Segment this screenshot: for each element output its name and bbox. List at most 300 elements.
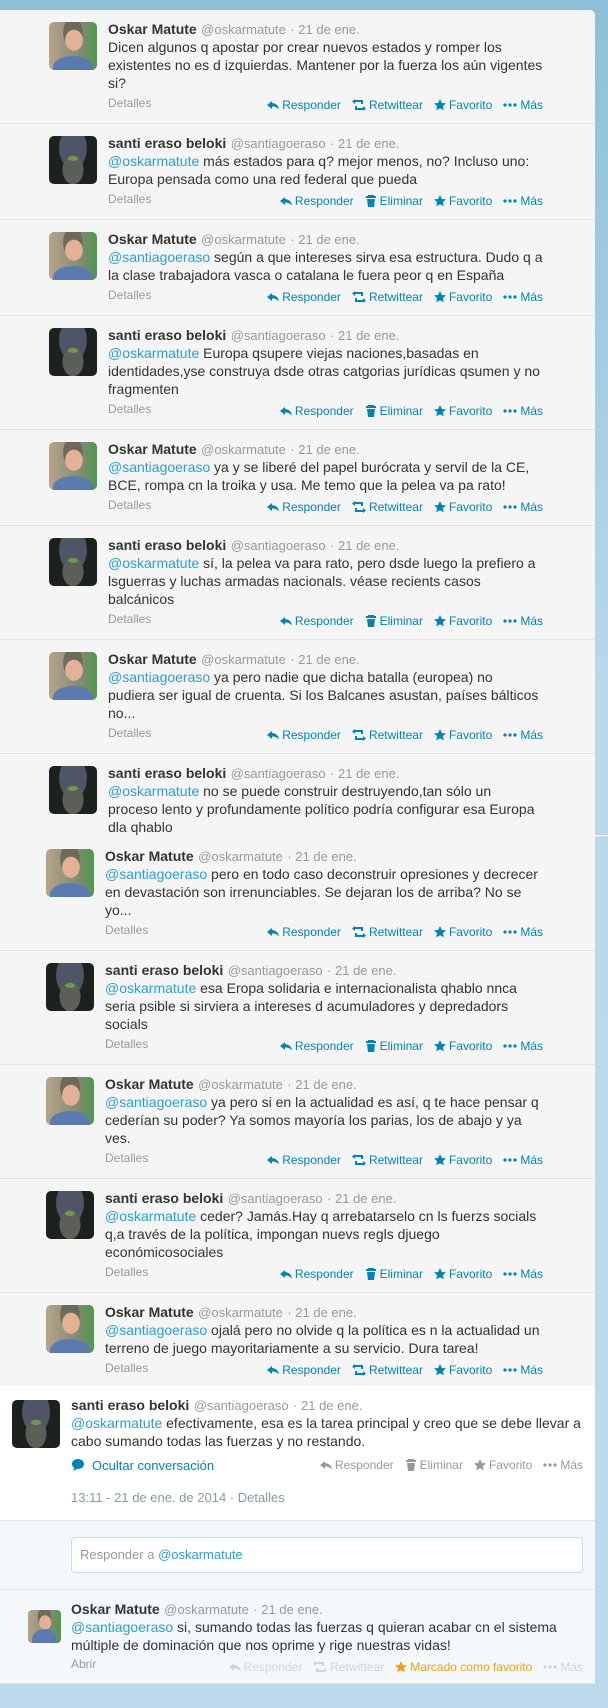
tweet-text: [108, 458, 543, 494]
more-button[interactable]: [543, 1660, 583, 1674]
reply-button[interactable]: [280, 614, 354, 628]
author-name[interactable]: santi eraso beloki: [108, 765, 227, 781]
star-icon: [434, 195, 446, 207]
details-link[interactable]: Detalles: [105, 1150, 149, 1165]
favorite-button[interactable]: [434, 1267, 492, 1281]
author-handle[interactable]: @santiagoeraso: [227, 963, 323, 978]
favorite-button[interactable]: [434, 98, 492, 112]
tweet-text: [105, 1321, 543, 1357]
mention-link[interactable]: @oskarmatute: [108, 783, 200, 799]
author-name[interactable]: Oskar Matute: [108, 21, 197, 37]
author-handle[interactable]: @oskarmatute: [201, 652, 286, 667]
tweet-text: [71, 1414, 583, 1450]
reply-label: Responder: [282, 925, 341, 939]
reply-button[interactable]: [267, 925, 341, 939]
more-label: Más: [560, 1660, 583, 1674]
trash-icon: [405, 1459, 417, 1471]
trash-icon: [365, 1268, 377, 1280]
author-name[interactable]: Oskar Matute: [105, 1304, 194, 1320]
more-label: Más: [520, 290, 543, 304]
tweet-text: [108, 554, 543, 608]
mention-link[interactable]: @oskarmatute: [105, 1208, 197, 1224]
more-dots-icon: [503, 926, 517, 938]
favorite-label: Favorito: [448, 1153, 493, 1167]
author-name[interactable]: Oskar Matute: [108, 651, 197, 667]
details-link[interactable]: Detalles: [105, 1360, 149, 1375]
star-icon: [434, 291, 446, 303]
reply-label: Responder: [282, 728, 341, 742]
author-name[interactable]: santi eraso beloki: [108, 537, 227, 553]
avatar[interactable]: [49, 442, 97, 490]
tweet-body: ceder? Jamás.Hay q arrebatarselo cn ls fuerzs socials q,a través de la política, impongan nuevs regls djuego económicosociales: [105, 1208, 537, 1260]
author-handle[interactable]: @santiagoeraso: [193, 1398, 289, 1413]
mention-link[interactable]: @oskarmatute: [108, 153, 200, 169]
reply-label: Responder: [282, 1363, 341, 1377]
reply-icon: [280, 195, 292, 207]
retweet-label: Retwittear: [368, 98, 423, 112]
favorite-button[interactable]: [434, 290, 492, 304]
more-label: Más: [520, 194, 543, 208]
favorite-button[interactable]: [434, 1153, 492, 1167]
more-button[interactable]: [503, 1363, 543, 1377]
retweet-button[interactable]: [352, 925, 423, 939]
reply-icon: [267, 99, 279, 111]
reply-button[interactable]: [267, 728, 341, 742]
details-link[interactable]: Detalles: [105, 1036, 149, 1051]
tweet-body: pero en todo caso deconstruir opresiones y decrecer en devastación son irrenunciables. Se dejaran los de arriba? No se yo...: [105, 866, 538, 918]
delete-label: Eliminar: [379, 1039, 423, 1053]
author-name[interactable]: Oskar Matute: [108, 441, 197, 457]
star-icon: [434, 405, 446, 417]
favorite-button[interactable]: [434, 500, 492, 514]
favorite-label: Favorito: [448, 925, 493, 939]
details-link[interactable]: Detalles: [108, 497, 152, 512]
hide-conversation-label: Ocultar conversación: [92, 1457, 215, 1473]
avatar[interactable]: [46, 1191, 94, 1239]
star-icon: [434, 1364, 446, 1376]
more-dots-icon: [503, 99, 517, 111]
more-dots-icon: [503, 615, 517, 627]
tweet-date[interactable]: · 21 de ene.: [287, 1305, 357, 1320]
favorite-button[interactable]: [434, 728, 492, 742]
more-button[interactable]: [503, 925, 543, 939]
reply-button[interactable]: [267, 500, 341, 514]
reply-icon: [267, 926, 279, 938]
more-dots-icon: [503, 729, 517, 741]
details-link[interactable]: Detalles: [108, 95, 152, 110]
tweet-date[interactable]: · 21 de ene.: [330, 538, 400, 553]
retweet-button[interactable]: [352, 98, 423, 112]
reply-mention: @oskarmatute: [158, 1547, 243, 1562]
open-link[interactable]: Abrir: [71, 1657, 97, 1671]
author-name[interactable]: santi eraso beloki: [108, 135, 227, 151]
star-icon: [395, 1661, 407, 1673]
tweet-body: más estados para q? mejor menos, no? Incluso uno: Europa pensada como una red federal que pueda: [108, 153, 530, 187]
delete-button[interactable]: [365, 1039, 423, 1053]
tweet-date[interactable]: · 21 de ene.: [253, 1602, 323, 1617]
reply-button[interactable]: [267, 1363, 341, 1377]
more-dots-icon: [503, 1268, 517, 1280]
delete-button[interactable]: [365, 404, 423, 418]
tweet: [0, 220, 595, 316]
tweet: [0, 1179, 595, 1293]
more-label: Más: [520, 1039, 543, 1053]
avatar[interactable]: [46, 963, 94, 1011]
more-button[interactable]: [503, 194, 543, 208]
author-name[interactable]: Oskar Matute: [108, 231, 197, 247]
tweet-body: ojalá pero no olvide q la política es n la actualidad un terreno de juego mayoritariamente a su servicio. Dura tarea!: [105, 1322, 540, 1356]
author-handle[interactable]: @santiagoeraso: [230, 328, 326, 343]
favorite-label: Favorito: [488, 1458, 533, 1472]
more-button[interactable]: [503, 404, 543, 418]
mention-link[interactable]: @oskarmatute: [105, 980, 197, 996]
star-icon: [434, 501, 446, 513]
reply-button[interactable]: [280, 194, 354, 208]
favorite-button[interactable]: [434, 1363, 492, 1377]
reply-icon: [229, 1661, 241, 1673]
tweet-text: [105, 1207, 543, 1261]
retweet-button[interactable]: [313, 1660, 384, 1674]
star-icon: [434, 729, 446, 741]
favorite-label: Favorito: [448, 500, 493, 514]
more-label: Más: [520, 1153, 543, 1167]
reply-button[interactable]: [267, 98, 341, 112]
delete-label: Eliminar: [379, 614, 423, 628]
avatar[interactable]: [49, 232, 97, 280]
details-link[interactable]: Detalles: [237, 1490, 285, 1505]
retweet-button[interactable]: [352, 500, 423, 514]
more-label: Más: [520, 728, 543, 742]
mention-link[interactable]: @oskarmatute: [108, 345, 200, 361]
more-button[interactable]: [503, 1153, 543, 1167]
author-handle[interactable]: @oskarmatute: [198, 1077, 283, 1092]
author-name[interactable]: santi eraso beloki: [108, 327, 227, 343]
more-button[interactable]: [503, 728, 543, 742]
tweet: [0, 526, 595, 640]
reply-label: Responder: [243, 1660, 303, 1674]
tweet-date[interactable]: · 21 de ene.: [290, 22, 360, 37]
reply-button[interactable]: [280, 1267, 354, 1281]
reply-label: Responder: [294, 404, 354, 418]
retweet-icon: [313, 1661, 327, 1673]
avatar[interactable]: [49, 766, 97, 814]
more-button[interactable]: [503, 98, 543, 112]
more-dots-icon: [503, 291, 517, 303]
author-name[interactable]: santi eraso beloki: [71, 1397, 190, 1413]
star-icon: [434, 926, 446, 938]
favorite-label: Favorito: [448, 290, 493, 304]
speech-bubble-icon: [71, 1458, 85, 1472]
tweet: [0, 1590, 595, 1684]
avatar[interactable]: [46, 849, 94, 897]
retweet-label: Retwittear: [368, 1363, 423, 1377]
more-button[interactable]: [503, 614, 543, 628]
mention-link[interactable]: @santiagoeraso: [108, 669, 211, 685]
tweet-date[interactable]: · 21 de ene.: [287, 1077, 357, 1092]
tweet: [0, 124, 595, 220]
tweet-text: [108, 38, 543, 92]
tweet: [0, 1065, 595, 1179]
more-button[interactable]: [503, 1039, 543, 1053]
more-label: Más: [520, 925, 543, 939]
more-label: Más: [520, 404, 543, 418]
tweet-text: [71, 1618, 583, 1654]
more-label: Más: [520, 614, 543, 628]
star-icon: [434, 1040, 446, 1052]
avatar[interactable]: [49, 22, 97, 70]
mention-link[interactable]: @santiagoeraso: [108, 459, 211, 475]
tweet-text: [108, 152, 543, 188]
tweet-date[interactable]: · 21 de ene.: [293, 1398, 363, 1413]
tweet-body: no se puede construir destruyendo,tan sólo un proceso lento y profundamente político podría configurar esa Europa dla qhablo: [108, 783, 535, 835]
star-icon: [434, 615, 446, 627]
favorite-label: Favorito: [448, 1363, 493, 1377]
more-button[interactable]: [503, 1267, 543, 1281]
star-icon: [434, 1154, 446, 1166]
tweet-date[interactable]: · 21 de ene.: [327, 963, 397, 978]
retweet-button[interactable]: [352, 1363, 423, 1377]
avatar[interactable]: [49, 538, 97, 586]
author-handle[interactable]: @santiagoeraso: [230, 538, 326, 553]
reply-button[interactable]: [320, 1458, 394, 1472]
tweet: [0, 316, 595, 430]
retweet-label: Retwittear: [368, 1153, 423, 1167]
author-name[interactable]: Oskar Matute: [71, 1601, 160, 1617]
delete-button[interactable]: [365, 1267, 423, 1281]
tweet-body: efectivamente, esa es la tarea principal y creo que se debe llevar a cabo sumando todas las fuerzas y no restando.: [71, 1415, 581, 1449]
tweet: [0, 837, 595, 951]
retweet-button[interactable]: [352, 290, 423, 304]
more-button[interactable]: [503, 290, 543, 304]
reply-icon: [280, 1268, 292, 1280]
favorite-button[interactable]: [434, 1039, 492, 1053]
author-handle[interactable]: @oskarmatute: [201, 22, 286, 37]
favorite-button[interactable]: [434, 194, 492, 208]
mention-link[interactable]: @santiagoeraso: [108, 249, 211, 265]
tweet-date[interactable]: · 21 de ene.: [327, 1191, 397, 1206]
reply-icon: [280, 405, 292, 417]
reply-placeholder: Responder a: [80, 1547, 159, 1562]
author-name[interactable]: Oskar Matute: [105, 848, 194, 864]
retweet-label: Retwittear: [368, 500, 423, 514]
details-link[interactable]: Detalles: [108, 191, 152, 206]
more-dots-icon: [503, 1364, 517, 1376]
reply-area: [0, 1521, 595, 1590]
delete-label: Eliminar: [419, 1458, 463, 1472]
avatar[interactable]: [49, 328, 97, 376]
retweet-label: Retwittear: [368, 728, 423, 742]
retweet-icon: [352, 1154, 366, 1166]
author-handle[interactable]: @santiagoeraso: [227, 1191, 323, 1206]
mention-link[interactable]: @oskarmatute: [108, 555, 200, 571]
star-icon: [434, 1268, 446, 1280]
tweet-date[interactable]: · 21 de ene.: [330, 766, 400, 781]
more-dots-icon: [543, 1661, 557, 1673]
more-dots-icon: [503, 501, 517, 513]
more-button[interactable]: [543, 1458, 583, 1472]
retweet-icon: [352, 926, 366, 938]
favorite-button[interactable]: [434, 404, 492, 418]
author-handle[interactable]: @oskarmatute: [201, 442, 286, 457]
tweet-body: si, sumando todas las fuerzas q quieran acabar cn el sistema múltiple de dominación que nos oprime y rige nuestras vidas!: [71, 1619, 557, 1653]
author-handle[interactable]: @oskarmatute: [201, 232, 286, 247]
tweet-body: ya y se liberé del papel burócrata y servil de la CE, BCE, rompa cn la troika y usa. Me temo que la pelea va pa rato!: [108, 459, 530, 493]
reply-button[interactable]: [267, 290, 341, 304]
reply-icon: [267, 1154, 279, 1166]
tweet: [0, 430, 595, 526]
reply-icon: [320, 1459, 332, 1471]
author-name[interactable]: Oskar Matute: [105, 1076, 194, 1092]
author-handle[interactable]: @oskarmatute: [164, 1602, 249, 1617]
author-handle[interactable]: @oskarmatute: [198, 1305, 283, 1320]
reply-label: Responder: [294, 194, 354, 208]
delete-label: Eliminar: [379, 194, 423, 208]
more-label: Más: [520, 1267, 543, 1281]
reply-button[interactable]: [267, 1153, 341, 1167]
star-icon: [474, 1459, 486, 1471]
reply-label: Responder: [334, 1458, 394, 1472]
reply-label: Responder: [282, 1153, 341, 1167]
reply-label: Responder: [282, 290, 341, 304]
tweet-date[interactable]: · 21 de ene.: [290, 232, 360, 247]
reply-icon: [267, 291, 279, 303]
tweet-body: esa Eropa solidaria e internacionalista qhablo nnca seria psible si sirviera a intereses d acumuladores y depredadors socials: [105, 980, 517, 1032]
favorite-label: Favorito: [448, 728, 493, 742]
separator-dot: ·: [226, 1490, 238, 1505]
favorite-label: Favorito: [448, 614, 493, 628]
more-button[interactable]: [503, 500, 543, 514]
more-dots-icon: [503, 1154, 517, 1166]
details-link[interactable]: Detalles: [105, 922, 149, 937]
tweet-body: Dicen algunos q apostar por crear nuevos estados y romper los existentes no es d izquierdas. Mantener por la fuerza los aún vigentes si?: [108, 39, 543, 91]
trash-icon: [365, 615, 377, 627]
trash-icon: [365, 405, 377, 417]
details-link[interactable]: Detalles: [105, 1264, 149, 1279]
tweet-date[interactable]: · 21 de ene.: [287, 849, 357, 864]
tweet-body: según a que intereses sirva esa estructura. Dudo q a la clase trabajadora vasca o catalana le fuera peor q en España: [108, 249, 543, 283]
details-link[interactable]: Detalles: [108, 725, 152, 740]
reply-label: Responder: [294, 614, 354, 628]
tweet-text: [108, 668, 543, 722]
mention-link[interactable]: @oskarmatute: [71, 1415, 163, 1431]
more-dots-icon: [503, 1040, 517, 1052]
more-dots-icon: [543, 1459, 557, 1471]
tweet-text: [108, 248, 543, 284]
tweet-text: [105, 865, 543, 919]
delete-label: Eliminar: [379, 1267, 423, 1281]
favorite-button[interactable]: [474, 1458, 532, 1472]
tweet-date[interactable]: · 21 de ene.: [290, 652, 360, 667]
avatar[interactable]: [46, 1077, 94, 1125]
mention-link[interactable]: @santiagoeraso: [105, 1094, 208, 1110]
reply-label: Responder: [282, 98, 341, 112]
favorite-button[interactable]: [434, 614, 492, 628]
favorite-label: Favorito: [448, 404, 493, 418]
favorited-button[interactable]: [395, 1660, 532, 1674]
tweet: [0, 1293, 595, 1389]
reply-button[interactable]: [280, 404, 354, 418]
timestamp[interactable]: 13:11 - 21 de ene. de 2014: [71, 1490, 227, 1505]
tweet-date[interactable]: · 21 de ene.: [290, 442, 360, 457]
delete-button[interactable]: [405, 1458, 463, 1472]
reply-icon: [280, 615, 292, 627]
retweet-button[interactable]: [352, 728, 423, 742]
author-handle[interactable]: @santiagoeraso: [230, 766, 326, 781]
more-label: Más: [520, 1363, 543, 1377]
avatar[interactable]: [49, 652, 97, 700]
delete-button[interactable]: [365, 614, 423, 628]
author-name[interactable]: santi eraso beloki: [105, 962, 224, 978]
author-name[interactable]: santi eraso beloki: [105, 1190, 224, 1206]
delete-label: Eliminar: [379, 404, 423, 418]
favorite-label: Favorito: [448, 1267, 493, 1281]
author-handle[interactable]: @oskarmatute: [198, 849, 283, 864]
favorite-label: Favorito: [448, 98, 493, 112]
favorite-button[interactable]: [434, 925, 492, 939]
tweet: [0, 10, 595, 124]
delete-button[interactable]: [365, 194, 423, 208]
favorite-label: Favorito: [448, 1039, 493, 1053]
avatar[interactable]: [46, 1305, 94, 1353]
reply-button[interactable]: [280, 1039, 354, 1053]
details-link[interactable]: Detalles: [108, 287, 152, 302]
author-handle[interactable]: @santiagoeraso: [230, 136, 326, 151]
retweet-button[interactable]: [352, 1153, 423, 1167]
mention-link[interactable]: @santiagoeraso: [105, 1322, 208, 1338]
favorited-label: Marcado como favorito: [410, 1660, 533, 1674]
retweet-icon: [352, 99, 366, 111]
trash-icon: [365, 195, 377, 207]
trash-icon: [365, 1040, 377, 1052]
retweet-icon: [352, 291, 366, 303]
conversation-thread-bottom: [0, 837, 595, 1389]
expanded-tweet: [0, 1386, 595, 1521]
mention-link[interactable]: @santiagoeraso: [71, 1619, 174, 1635]
avatar[interactable]: [28, 1610, 61, 1643]
details-link[interactable]: Detalles: [108, 401, 152, 416]
tweet: [0, 640, 595, 754]
retweet-icon: [352, 501, 366, 513]
retweet-label: Retwittear: [368, 925, 423, 939]
tweet-body: Europa qsupere viejas naciones,basadas en identidades,yse construya dsde otras catgorias jurídicas qsumen y no fragmenten: [108, 345, 540, 397]
reply-input[interactable]: [71, 1537, 583, 1573]
reply-label: Responder: [294, 1039, 354, 1053]
reply-icon: [267, 1364, 279, 1376]
details-link[interactable]: Detalles: [108, 611, 152, 626]
tweet-text: [108, 782, 543, 836]
reply-label: Responder: [294, 1267, 354, 1281]
more-dots-icon: [503, 195, 517, 207]
reply-icon: [267, 501, 279, 513]
tweet-body: ya pero nadie que dicha batalla (europea) no pudiera ser igual de cruenta. Si los Balcanes asustan, países bálticos no...: [108, 669, 539, 721]
reply-button[interactable]: [229, 1660, 303, 1674]
tweet-text: [108, 344, 543, 398]
tweet-date[interactable]: · 21 de ene.: [330, 328, 400, 343]
tweet: [0, 951, 595, 1065]
conversation-thread-top: [0, 10, 595, 841]
more-label: Más: [560, 1458, 583, 1472]
tweet-date[interactable]: · 21 de ene.: [330, 136, 400, 151]
hide-conversation-link[interactable]: [71, 1458, 214, 1473]
reply-icon: [280, 1040, 292, 1052]
avatar[interactable]: [49, 136, 97, 184]
mention-link[interactable]: @santiagoeraso: [105, 866, 208, 882]
avatar[interactable]: [12, 1400, 60, 1448]
retweet-label: Retwittear: [330, 1660, 385, 1674]
tweet-text: [105, 1093, 543, 1147]
tweet-text: [105, 979, 543, 1033]
more-dots-icon: [503, 405, 517, 417]
